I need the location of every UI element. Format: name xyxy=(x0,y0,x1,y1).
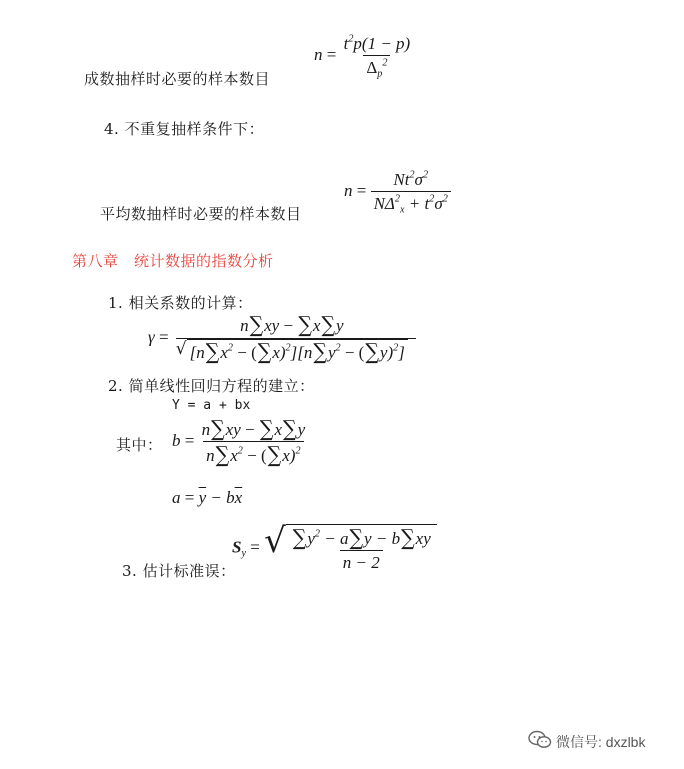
sample-size-proportion-formula: n = $\frac{t^2p(1 - p)}{\Delta_p^2}$ xyxy=(314,33,411,80)
correlation-formula: γ = n∑xy − ∑x∑y √ $[n\sum x^2 - (\sum x)^2][n\sum y^2 - (\sum y)^2]$ xyxy=(148,314,411,363)
sample-size-mean-label: 平均数抽样时必要的样本数目 xyxy=(100,205,302,223)
where-label: 其中： xyxy=(116,436,163,454)
correlation-heading: 1. 相关系数的计算： xyxy=(108,294,253,312)
watermark-text: 微信号: dxzlbk xyxy=(556,733,646,750)
standard-error-heading: 3. 估计标准误： xyxy=(122,562,236,580)
standard-error-formula: $S_y$ = √ $\frac{\sum y^2 - a\sum y - b\sum xy}{n - 2}$ xyxy=(232,524,437,573)
non-repeat-sampling-heading: 4. 不重复抽样条件下： xyxy=(104,120,265,138)
correlation-fraction-bar xyxy=(176,338,416,339)
sample-size-mean-formula: n = $\frac{Nt^2\sigma^2}{N\Delta^2_x + t^2\sigma^2}$ xyxy=(344,170,451,214)
intercept-formula: $a = \overline{y} - b\overline{x}$ xyxy=(172,488,243,507)
regression-heading: 2. 简单线性回归方程的建立： xyxy=(108,377,315,395)
chapter-heading: 第八章 统计数据的指数分析 xyxy=(72,252,274,270)
wechat-icon xyxy=(528,730,552,753)
sample-size-proportion-label: 成数抽样时必要的样本数目 xyxy=(84,70,271,88)
slope-formula: b = $\frac{n\sum xy - \sum x\sum y}{n\sum x^2 - (\sum x)^2}$ xyxy=(172,416,306,468)
wechat-watermark xyxy=(528,730,645,753)
regression-equation: Y = a + bx xyxy=(172,398,251,413)
